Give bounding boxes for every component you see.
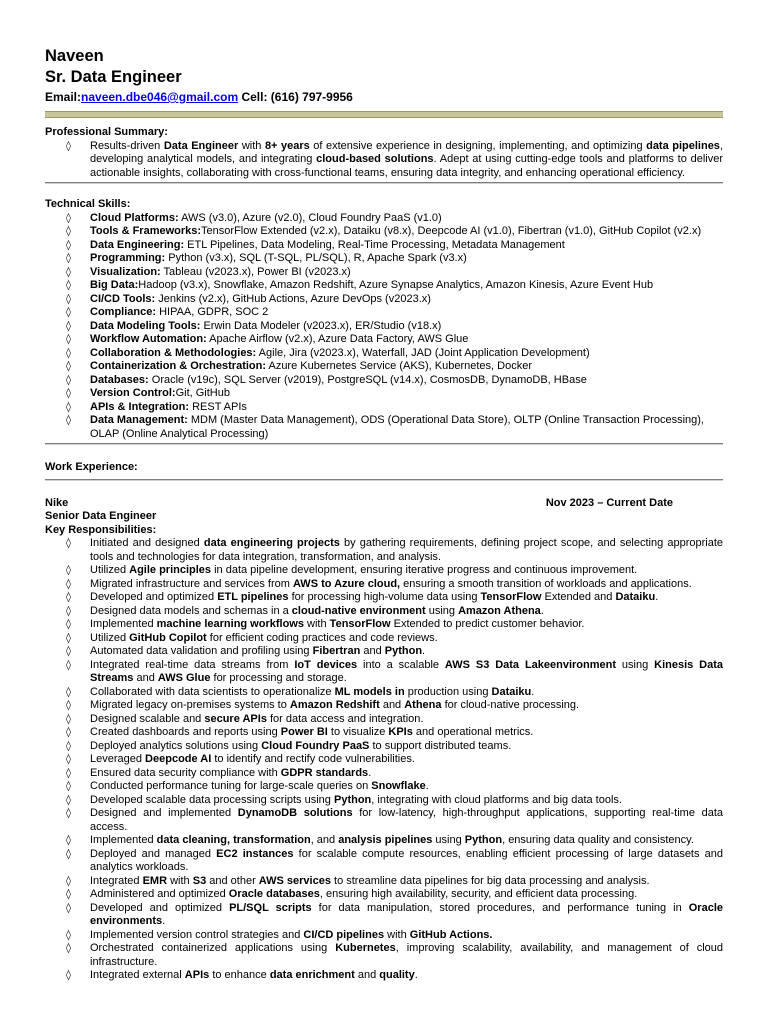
text-segment: Initiated and designed bbox=[90, 537, 204, 549]
skill-item bbox=[45, 306, 723, 320]
responsibility-text bbox=[90, 726, 533, 738]
skill-item bbox=[45, 279, 723, 293]
responsibility-text bbox=[90, 605, 544, 617]
text-segment: Integrated external bbox=[90, 969, 185, 981]
bold-text-segment: DynamoDB solutions bbox=[237, 807, 353, 819]
diamond-bullet-icon: ◊ bbox=[66, 727, 71, 738]
diamond-bullet-icon: ◊ bbox=[66, 605, 71, 617]
responsibility-text bbox=[90, 659, 723, 685]
diamond-bullet-icon: ◊ bbox=[66, 686, 71, 698]
skill-item bbox=[45, 387, 723, 401]
responsibility-item bbox=[45, 902, 723, 929]
skill-values: Tableau (v2023.x), Power BI (v2023.x) bbox=[160, 265, 351, 278]
responsibility-item bbox=[45, 632, 723, 646]
text-segment: for processing high-volume data using bbox=[288, 591, 481, 603]
text-segment: . bbox=[422, 645, 426, 657]
text-segment: . bbox=[540, 604, 544, 617]
diamond-bullet-icon: ◊ bbox=[66, 848, 71, 860]
text-segment: and other bbox=[206, 874, 259, 887]
responsibility-text bbox=[90, 834, 694, 846]
bold-text-segment: Dataiku bbox=[491, 685, 532, 698]
skill-values: Agile, Jira (v2023.x), Waterfall, JAD (Joint Application Development) bbox=[256, 346, 590, 359]
bold-text-segment: ETL pipelines bbox=[217, 591, 289, 603]
text-segment: of extensive experience in designing, implementing, and optimizing bbox=[309, 139, 647, 152]
skill-item bbox=[45, 266, 723, 280]
diamond-bullet-icon: ◊ bbox=[66, 374, 71, 386]
bold-text-segment: KPIs bbox=[388, 726, 413, 738]
responsibility-item bbox=[45, 888, 723, 902]
responsibilities-heading: Key Responsibilities: bbox=[45, 523, 157, 536]
experience-heading: Work Experience: bbox=[45, 461, 138, 473]
skill-category: Collaboration & Methodologies: bbox=[90, 346, 257, 359]
diamond-bullet-icon: ◊ bbox=[66, 334, 71, 345]
bold-text-segment: GDPR standards bbox=[280, 766, 369, 779]
text-segment: , improving scalability, availability, and management of cloud infrastructure. bbox=[90, 942, 723, 968]
text-segment: with bbox=[167, 874, 193, 887]
responsibility-item bbox=[45, 834, 723, 848]
responsibility-item bbox=[45, 848, 723, 875]
text-segment: and bbox=[354, 969, 380, 981]
bold-text-segment: Data Engineer bbox=[163, 139, 239, 152]
responsibility-text bbox=[90, 848, 723, 874]
summary-heading: Professional Summary: bbox=[45, 126, 168, 138]
text-segment: with bbox=[238, 139, 265, 152]
skill-item bbox=[45, 239, 723, 253]
responsibility-text bbox=[90, 753, 415, 765]
bold-text-segment: Snowflake bbox=[371, 780, 426, 792]
responsibility-item bbox=[45, 780, 723, 794]
text-segment: Conducted performance tuning for large-scale queries on bbox=[90, 780, 372, 792]
responsibility-item bbox=[45, 537, 723, 564]
bold-text-segment: data pipelines bbox=[646, 139, 720, 152]
text-segment: for low-latency, high-throughput applications, supporting real-time data access. bbox=[90, 807, 724, 833]
text-segment: Utilized bbox=[90, 631, 130, 644]
diamond-bullet-icon: ◊ bbox=[66, 212, 71, 224]
bold-text-segment: GitHub Actions. bbox=[409, 928, 493, 941]
responsibility-text bbox=[90, 645, 425, 657]
diamond-bullet-icon: ◊ bbox=[66, 388, 71, 399]
candidate-name: Naveen bbox=[45, 47, 104, 65]
skill-item bbox=[45, 374, 723, 388]
skill-values: AWS (v3.0), Azure (v2.0), Cloud Foundry PaaS (v1.0) bbox=[178, 211, 442, 224]
bold-text-segment: TensorFlow bbox=[329, 618, 391, 630]
responsibility-text bbox=[90, 740, 511, 752]
diamond-bullet-icon: ◊ bbox=[66, 646, 71, 657]
text-segment: and bbox=[133, 672, 158, 684]
text-segment: Administered and optimized bbox=[90, 888, 229, 900]
bold-text-segment: AWS Glue bbox=[157, 672, 211, 684]
responsibility-item bbox=[45, 564, 723, 578]
resume-page bbox=[45, 46, 723, 983]
skills-list bbox=[45, 212, 723, 442]
diamond-bullet-icon: ◊ bbox=[66, 347, 71, 359]
text-segment: . bbox=[531, 685, 535, 698]
bold-text-segment: Deepcode AI bbox=[145, 753, 212, 765]
job-role: Senior Data Engineer bbox=[45, 510, 157, 522]
text-segment: to support distributed teams. bbox=[369, 739, 512, 752]
text-segment: Automated data validation and profiling using bbox=[90, 645, 313, 657]
responsibilities-list bbox=[45, 537, 723, 983]
bold-text-segment: Python bbox=[384, 645, 423, 657]
skill-category: CI/CD Tools: bbox=[90, 292, 156, 305]
diamond-bullet-icon: ◊ bbox=[66, 280, 71, 291]
diamond-bullet-icon: ◊ bbox=[66, 565, 71, 576]
text-segment: for data manipulation, stored procedures, and performance tuning in bbox=[311, 901, 689, 914]
text-segment: . Adept at using cutting-edge tools and platforms to deliver actionable insights, collaborating with cross-functional teams, ensuring data integrity, and enhancing operational efficiency. bbox=[90, 153, 723, 179]
text-segment: Utilized bbox=[90, 564, 130, 576]
diamond-bullet-icon: ◊ bbox=[66, 266, 71, 278]
text-segment: to visualize bbox=[327, 726, 389, 738]
skill-values: Jenkins (v2.x), GitHub Actions, Azure DevOps (v2023.x) bbox=[155, 292, 431, 305]
skill-item bbox=[45, 225, 723, 239]
text-segment: Implemented bbox=[90, 618, 157, 630]
text-segment: Developed and optimized bbox=[90, 591, 218, 603]
diamond-bullet-icon: ◊ bbox=[66, 781, 71, 792]
responsibility-item bbox=[45, 591, 723, 605]
diamond-bullet-icon: ◊ bbox=[66, 713, 71, 725]
bold-text-segment: Kubernetes bbox=[335, 942, 396, 954]
diamond-bullet-icon: ◊ bbox=[66, 700, 71, 711]
bold-text-segment: EC2 instances bbox=[216, 847, 294, 860]
skill-values: Azure Kubernetes Service (AKS), Kubernetes, Docker bbox=[266, 360, 532, 372]
text-segment: Migrated legacy on-premises systems to bbox=[90, 699, 290, 711]
text-segment: using bbox=[425, 604, 459, 617]
text-segment: , and bbox=[310, 834, 339, 846]
bold-text-segment: APIs bbox=[184, 969, 210, 981]
diamond-bullet-icon: ◊ bbox=[66, 875, 71, 887]
responsibility-text bbox=[90, 632, 438, 644]
text-segment: Implemented bbox=[90, 834, 157, 846]
bold-text-segment: Fibertran bbox=[312, 645, 361, 657]
skill-category: Workflow Automation: bbox=[90, 333, 207, 345]
responsibility-text bbox=[90, 537, 723, 563]
text-segment: Developed and optimized bbox=[90, 901, 230, 914]
diamond-bullet-icon: ◊ bbox=[66, 415, 71, 426]
text-segment: Extended and bbox=[541, 591, 616, 603]
skill-category: Containerization & Orchestration: bbox=[90, 360, 267, 372]
responsibility-text bbox=[90, 767, 371, 779]
text-segment: , developing analytical models, and integrating bbox=[90, 139, 723, 165]
text-segment: , integrating with cloud platforms and big data tools. bbox=[371, 793, 622, 806]
text-segment: using bbox=[432, 834, 465, 846]
skill-category: Data Engineering: bbox=[90, 238, 185, 251]
bold-text-segment: Oracle databases bbox=[228, 888, 320, 900]
responsibility-text bbox=[90, 875, 650, 887]
skill-item bbox=[45, 293, 723, 307]
text-segment: with bbox=[384, 928, 410, 941]
bold-text-segment: Cloud Foundry PaaS bbox=[261, 739, 370, 752]
text-segment: , ensuring high availability, security, and efficient data processing. bbox=[319, 888, 638, 900]
skill-item bbox=[45, 360, 723, 374]
diamond-bullet-icon: ◊ bbox=[66, 253, 71, 264]
bold-text-segment: data cleaning, transformation bbox=[156, 834, 311, 846]
responsibility-item bbox=[45, 875, 723, 889]
diamond-bullet-icon: ◊ bbox=[66, 239, 71, 251]
text-segment: Extended to predict customer behavior. bbox=[390, 618, 585, 630]
responsibility-text bbox=[90, 713, 423, 725]
text-segment: for cloud-native processing. bbox=[441, 699, 580, 711]
text-segment: . bbox=[414, 969, 418, 981]
diamond-bullet-icon: ◊ bbox=[66, 754, 71, 765]
diamond-bullet-icon: ◊ bbox=[66, 632, 71, 644]
text-segment: for data access and integration. bbox=[266, 712, 424, 725]
contact-line bbox=[45, 89, 723, 105]
skill-item bbox=[45, 414, 723, 441]
text-segment: Designed data models and schemas in a bbox=[90, 604, 292, 617]
skill-item bbox=[45, 252, 723, 266]
bold-text-segment: S3 bbox=[192, 874, 207, 887]
job-header bbox=[45, 497, 723, 511]
text-segment: by gathering requirements, defining project scope, and selecting appropriate tools and technologies for data integration, transformation, and analysis. bbox=[90, 537, 723, 563]
diamond-bullet-icon: ◊ bbox=[66, 293, 71, 305]
bold-text-segment: data enrichment bbox=[269, 969, 355, 981]
job-dates: Nov 2023 – Current Date bbox=[545, 496, 673, 509]
responsibility-item bbox=[45, 713, 723, 727]
bold-text-segment: CI/CD pipelines bbox=[303, 928, 385, 941]
responsibility-text bbox=[90, 618, 584, 630]
text-segment: to streamline data pipelines for big data processing and analysis. bbox=[330, 874, 650, 887]
skill-category: Version Control: bbox=[90, 387, 176, 399]
skill-values: Git, GitHub bbox=[175, 387, 230, 399]
diamond-bullet-icon: ◊ bbox=[66, 578, 71, 590]
text-segment: . bbox=[162, 915, 166, 927]
text-segment: for efficient coding practices and code reviews. bbox=[206, 631, 438, 644]
company-name: Nike bbox=[45, 496, 69, 509]
bold-text-segment: analysis pipelines bbox=[338, 834, 433, 846]
responsibility-item bbox=[45, 618, 723, 632]
responsibility-item bbox=[45, 686, 723, 700]
responsibility-text bbox=[90, 888, 637, 900]
skill-category: Databases: bbox=[90, 373, 149, 386]
responsibility-item bbox=[45, 726, 723, 740]
text-segment: for processing and storage. bbox=[210, 672, 347, 684]
text-segment: using bbox=[616, 658, 655, 671]
responsibility-item bbox=[45, 699, 723, 713]
diamond-bullet-icon: ◊ bbox=[66, 361, 71, 372]
summary-text bbox=[90, 140, 723, 179]
bold-text-segment: data engineering projects bbox=[203, 537, 340, 549]
bold-text-segment: 8+ years bbox=[264, 139, 310, 152]
diamond-bullet-icon: ◊ bbox=[66, 794, 71, 806]
text-segment: Integrated real-time data streams from bbox=[90, 658, 295, 671]
skill-item bbox=[45, 333, 723, 347]
skill-values: ETL Pipelines, Data Modeling, Real-Time Processing, Metadata Management bbox=[184, 238, 565, 251]
bold-text-segment: Agile principles bbox=[129, 564, 212, 576]
diamond-bullet-icon: ◊ bbox=[66, 592, 71, 603]
bold-text-segment: AWS S3 Data Lakeenvironment bbox=[444, 658, 617, 671]
skill-item bbox=[45, 347, 723, 361]
bold-text-segment: Python bbox=[464, 834, 503, 846]
skill-category: Cloud Platforms: bbox=[90, 211, 179, 224]
responsibility-text bbox=[90, 902, 723, 928]
bold-text-segment: machine learning workflows bbox=[156, 618, 304, 630]
bold-text-segment: Amazon Redshift bbox=[289, 699, 380, 711]
diamond-bullet-icon: ◊ bbox=[66, 970, 71, 981]
skill-values: Python (v3.x), SQL (T-SQL, PL/SQL), R, Apache Spark (v3.x) bbox=[165, 252, 467, 264]
email-label: Email: bbox=[45, 90, 82, 104]
text-segment: . bbox=[655, 591, 659, 603]
bold-text-segment: AWS to Azure cloud, bbox=[292, 577, 401, 590]
diamond-bullet-icon: ◊ bbox=[66, 889, 71, 900]
bold-text-segment: Kinesis Data Streams bbox=[90, 658, 723, 684]
text-segment: in data pipeline development, ensuring iterative progress and continuous improvement. bbox=[211, 564, 638, 576]
diamond-bullet-icon: ◊ bbox=[66, 401, 71, 413]
bold-text-segment: Dataiku bbox=[615, 591, 656, 603]
responsibility-item bbox=[45, 794, 723, 808]
text-segment: Created dashboards and reports using bbox=[90, 726, 281, 738]
responsibility-item bbox=[45, 767, 723, 781]
diamond-bullet-icon: ◊ bbox=[66, 140, 71, 152]
skill-category: APIs & Integration: bbox=[90, 400, 190, 413]
responsibility-item bbox=[45, 969, 723, 983]
responsibility-item bbox=[45, 605, 723, 619]
responsibility-text bbox=[90, 794, 622, 806]
bold-text-segment: TensorFlow bbox=[480, 591, 542, 603]
bold-text-segment: Power BI bbox=[280, 726, 328, 738]
responsibility-item bbox=[45, 942, 723, 969]
diamond-bullet-icon: ◊ bbox=[66, 740, 71, 752]
text-segment: Developed scalable data processing scripts using bbox=[90, 793, 334, 806]
text-segment: with bbox=[303, 618, 330, 630]
text-segment: Deployed and managed bbox=[90, 847, 217, 860]
responsibility-text bbox=[90, 591, 658, 603]
text-segment: Designed scalable and bbox=[90, 712, 205, 725]
diamond-bullet-icon: ◊ bbox=[66, 226, 71, 237]
text-segment: Designed and implemented bbox=[90, 807, 238, 819]
diamond-bullet-icon: ◊ bbox=[66, 929, 71, 941]
text-segment: Collaborated with data scientists to operationalize bbox=[90, 685, 335, 698]
text-segment: Results-driven bbox=[90, 139, 164, 152]
skill-values: Oracle (v19c), SQL Server (v2019), PostgreSQL (v14.x), CosmosDB, DynamoDB, HBase bbox=[148, 373, 587, 386]
skill-values: Apache Airflow (v2.x), Azure Data Factory, AWS Glue bbox=[206, 333, 469, 345]
bold-text-segment: Athena bbox=[404, 699, 442, 711]
email-link[interactable]: naveen.dbe046@gmail.com bbox=[81, 90, 239, 104]
skill-item bbox=[45, 212, 723, 226]
skill-category: Compliance: bbox=[90, 306, 157, 318]
skill-category: Big Data: bbox=[90, 279, 139, 291]
responsibility-text bbox=[90, 807, 723, 833]
responsibility-text bbox=[90, 564, 637, 576]
skill-category: Programming: bbox=[90, 252, 166, 264]
responsibility-text bbox=[90, 699, 579, 711]
skill-category: Tools & Frameworks: bbox=[90, 225, 202, 237]
text-segment: Orchestrated containerized applications using bbox=[90, 942, 336, 954]
candidate-title: Sr. Data Engineer bbox=[45, 68, 182, 86]
bold-text-segment: ML models in bbox=[334, 685, 405, 698]
skill-values: HIPAA, GDPR, SOC 2 bbox=[156, 306, 269, 318]
bold-text-segment: Python bbox=[333, 793, 372, 806]
skill-category: Data Management: bbox=[90, 414, 188, 426]
text-segment: Leveraged bbox=[90, 753, 146, 765]
text-segment: for scalable compute resources, enabling efficient processing of large datasets and analytics workloads. bbox=[90, 847, 723, 873]
skill-values: Hadoop (v3.x), Snowflake, Amazon Redshift, Azure Synapse Analytics, Amazon Kinesis, Azure Event Hub bbox=[138, 279, 654, 291]
responsibility-item bbox=[45, 578, 723, 592]
diamond-bullet-icon: ◊ bbox=[66, 320, 71, 332]
bold-text-segment: IoT devices bbox=[294, 658, 358, 671]
text-segment: and bbox=[379, 699, 405, 711]
diamond-bullet-icon: ◊ bbox=[66, 943, 71, 954]
text-segment: Integrated bbox=[90, 874, 143, 887]
skill-values: TensorFlow Extended (v2.x), Dataiku (v8.x), Deepcode AI (v1.0), Fibertran (v1.0), GitHub Copilot (v2.x) bbox=[201, 225, 702, 237]
responsibility-item bbox=[45, 659, 723, 686]
text-segment: and bbox=[360, 645, 385, 657]
diamond-bullet-icon: ◊ bbox=[66, 619, 71, 630]
diamond-bullet-icon: ◊ bbox=[66, 659, 71, 671]
bold-text-segment: quality bbox=[379, 969, 415, 981]
skill-category: Data Modeling Tools: bbox=[90, 319, 201, 332]
diamond-bullet-icon: ◊ bbox=[66, 307, 71, 318]
diamond-bullet-icon: ◊ bbox=[66, 767, 71, 779]
bold-text-segment: EMR bbox=[142, 874, 168, 887]
bold-text-segment: cloud-native environment bbox=[291, 604, 426, 617]
responsibility-item bbox=[45, 645, 723, 659]
text-segment: . bbox=[425, 780, 429, 792]
responsibility-item bbox=[45, 807, 723, 834]
skill-values: MDM (Master Data Management), ODS (Operational Data Store), OLTP (Online Transaction Processing), OLAP (Online Analytical Processing) bbox=[90, 414, 704, 440]
text-segment: Ensured data security compliance with bbox=[90, 766, 281, 779]
diamond-bullet-icon: ◊ bbox=[66, 808, 71, 819]
responsibility-item bbox=[45, 929, 723, 943]
skill-values: REST APIs bbox=[189, 400, 247, 413]
cell-phone: Cell: (616) 797-9956 bbox=[238, 90, 353, 104]
summary-list bbox=[45, 140, 723, 181]
responsibility-text bbox=[90, 929, 492, 941]
responsibility-item bbox=[45, 753, 723, 767]
text-segment: to enhance bbox=[209, 969, 270, 981]
responsibility-item bbox=[45, 740, 723, 754]
skill-item bbox=[45, 401, 723, 415]
skill-values: Erwin Data Modeler (v2023.x), ER/Studio (v18.x) bbox=[200, 319, 442, 332]
header-divider bbox=[45, 111, 723, 118]
bold-text-segment: Oracle environments bbox=[90, 901, 723, 927]
bold-text-segment: secure APIs bbox=[204, 712, 267, 725]
text-segment: into a scalable bbox=[357, 658, 445, 671]
bold-text-segment: Amazon Athena bbox=[458, 604, 541, 617]
bold-text-segment: GitHub Copilot bbox=[129, 631, 207, 644]
text-segment: to identify and rectify code vulnerabilities. bbox=[211, 753, 415, 765]
diamond-bullet-icon: ◊ bbox=[66, 538, 71, 549]
responsibility-text bbox=[90, 942, 723, 968]
responsibility-text bbox=[90, 686, 534, 698]
summary-item bbox=[45, 140, 723, 181]
text-segment: ensuring a smooth transition of workloads and applications. bbox=[400, 577, 692, 590]
text-segment: . bbox=[368, 766, 372, 779]
text-segment: Deployed analytics solutions using bbox=[90, 739, 262, 752]
text-segment: production using bbox=[404, 685, 492, 698]
skill-item bbox=[45, 320, 723, 334]
bold-text-segment: AWS services bbox=[258, 874, 331, 887]
text-segment: , ensuring data quality and consistency. bbox=[502, 834, 694, 846]
responsibility-text bbox=[90, 578, 692, 590]
responsibility-text bbox=[90, 780, 429, 792]
diamond-bullet-icon: ◊ bbox=[66, 902, 71, 914]
skill-category: Visualization: bbox=[90, 265, 161, 278]
responsibility-text bbox=[90, 969, 418, 981]
skills-heading: Technical Skills: bbox=[45, 198, 131, 210]
diamond-bullet-icon: ◊ bbox=[66, 835, 71, 846]
bold-text-segment: cloud-based solutions bbox=[316, 153, 434, 165]
text-segment: and operational metrics. bbox=[412, 726, 534, 738]
bold-text-segment: PL/SQL scripts bbox=[229, 901, 312, 914]
text-segment: Implemented version control strategies and bbox=[90, 928, 304, 941]
text-segment: Migrated infrastructure and services from bbox=[90, 577, 293, 590]
